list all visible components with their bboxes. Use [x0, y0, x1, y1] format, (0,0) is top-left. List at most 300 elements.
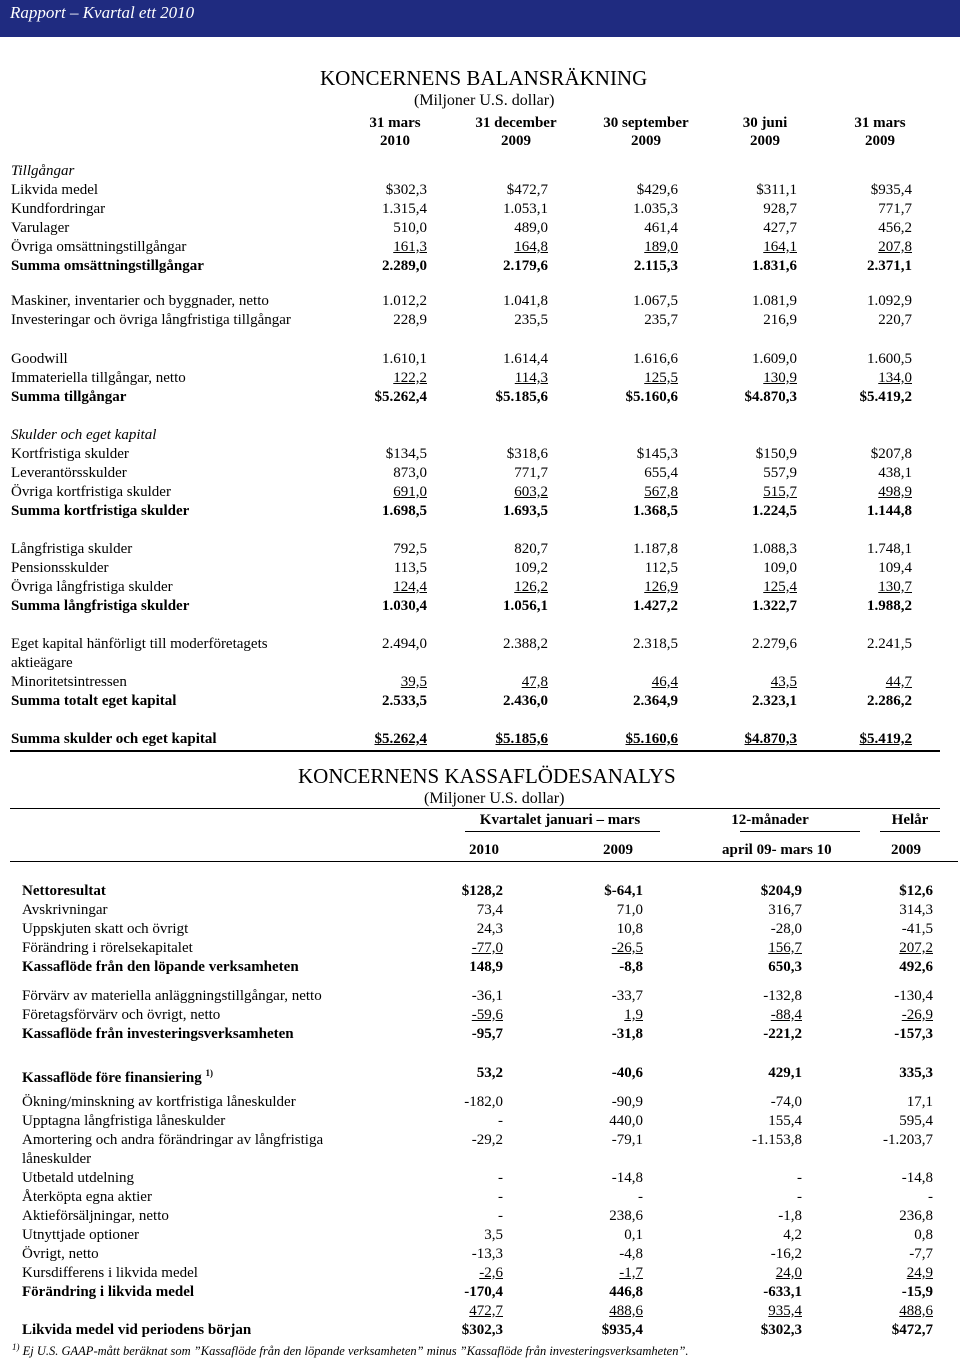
report-title: Rapport – Kvartal ett 2010: [10, 3, 195, 22]
cashflow-cell: -31,8: [611, 1026, 643, 1042]
cashflow-cell: -15,9: [901, 1284, 933, 1300]
cashflow-cell: -1,7: [619, 1265, 643, 1281]
cashflow-row-label: Ökning/minskning av kortfristiga låneskulder: [22, 1094, 296, 1110]
balance-cell: 207,8: [878, 239, 912, 255]
balance-row-label: Övriga omsättningstillgångar: [11, 239, 187, 255]
cashflow-cell: -4,8: [619, 1246, 643, 1262]
cashflow-cell: -28,0: [770, 921, 802, 937]
cashflow-row-label: Uppskjuten skatt och övrigt: [22, 921, 189, 937]
balance-cell: 771,7: [878, 201, 912, 217]
balance-cell: 220,7: [878, 312, 912, 328]
report-header: [0, 0, 960, 37]
balance-cell: 164,8: [514, 239, 548, 255]
cashflow-row: [22, 1302, 942, 1321]
cashflow-row-label: Kassaflöde från investeringsverksamheten: [22, 1026, 294, 1042]
cashflow-cell: 446,8: [609, 1284, 643, 1300]
cashflow-cell: $204,9: [760, 883, 802, 899]
balance-row: [11, 219, 941, 238]
cashflow-row: [22, 882, 942, 901]
balance-cell: 771,7: [514, 465, 548, 481]
footnote-text: Ej U.S. GAAP-mått beräknat som ”Kassaflöde från den löpande verksamheten” minus ”Kassaflöde från investeringsverksamheten”.: [22, 1344, 689, 1359]
cashflow-row: [22, 1188, 942, 1207]
balance-cell: 1.748,1: [867, 541, 912, 557]
cashflow-row: [22, 1006, 942, 1025]
balance-row: [11, 673, 941, 692]
cashflow-cell: -157,3: [894, 1026, 933, 1042]
cashflow-cell: -221,2: [763, 1026, 802, 1042]
balance-row: [11, 238, 941, 257]
cashflow-cell: 595,4: [899, 1113, 933, 1129]
balance-cell: $429,6: [636, 182, 678, 198]
cashflow-row-label: Utnyttjade optioner: [22, 1227, 140, 1243]
cashflow-cell: -: [928, 1189, 933, 1205]
balance-cell: 2.115,3: [633, 258, 678, 274]
cashflow-cell: -170,4: [464, 1284, 503, 1300]
balance-row: [11, 559, 941, 578]
balance-cell: 189,0: [644, 239, 678, 255]
balance-cell: $5.262,4: [374, 389, 427, 405]
cashflow-unit: (Miljoner U.S. dollar): [424, 790, 565, 807]
balance-row: [11, 635, 941, 671]
balance-row-label: Tillgångar: [11, 163, 75, 179]
cashflow-cell: -90,9: [611, 1094, 643, 1110]
cashflow-cell: $472,7: [891, 1322, 933, 1338]
balance-col-header-line1: 31 december: [475, 115, 557, 131]
cashflow-row-footnote-marker: 1): [205, 1068, 213, 1078]
cashflow-cell: $-64,1: [604, 883, 643, 899]
balance-cell: 2.241,5: [867, 636, 912, 652]
balance-cell: 2.494,0: [382, 636, 427, 652]
cashflow-row-label: Avskrivningar: [22, 902, 108, 918]
cashflow-cell: 53,2: [476, 1065, 503, 1081]
cashflow-cell: -8,8: [619, 959, 643, 975]
balance-row-label: Summa tillgångar: [11, 389, 127, 405]
cashflow-rule-12m: [740, 831, 860, 832]
balance-cell: 1.053,1: [503, 201, 548, 217]
balance-cell: 2.388,2: [503, 636, 548, 652]
cashflow-cell: 10,8: [616, 921, 643, 937]
balance-cell: 43,5: [770, 674, 797, 690]
balance-row: [11, 464, 941, 483]
balance-cell: 235,7: [644, 312, 678, 328]
cashflow-cell: 492,6: [899, 959, 933, 975]
balance-cell: 2.371,1: [867, 258, 912, 274]
cashflow-row-label: Förändring i likvida medel: [22, 1284, 195, 1300]
cashflow-cell: 4,2: [783, 1227, 802, 1243]
balance-cell: 126,9: [644, 579, 678, 595]
balance-cell: 557,9: [763, 465, 797, 481]
cashflow-row: [22, 958, 942, 977]
cashflow-cell: 335,3: [899, 1065, 933, 1081]
cashflow-cell: 650,3: [768, 959, 802, 975]
cashflow-col-header: 2010: [469, 842, 499, 858]
balance-col-header-line2: 2009: [750, 133, 780, 149]
balance-cell: 161,3: [393, 239, 427, 255]
cashflow-row-label: Aktieförsäljningar, netto: [22, 1208, 169, 1224]
cashflow-cell: -41,5: [901, 921, 933, 937]
balance-cell: 2.323,1: [752, 693, 797, 709]
balance-row: [11, 292, 941, 311]
balance-cell: 47,8: [521, 674, 548, 690]
balance-cell: 109,4: [878, 560, 912, 576]
balance-cell: $134,5: [385, 446, 427, 462]
balance-cell: 113,5: [393, 560, 427, 576]
balance-row-label: Investeringar och övriga långfristiga tillgångar: [11, 312, 291, 328]
balance-cell: 427,7: [763, 220, 797, 236]
balance-row-label: Kundfordringar: [11, 201, 106, 217]
balance-cell: 216,9: [763, 312, 797, 328]
balance-cell: 124,4: [393, 579, 427, 595]
cashflow-row: [22, 1264, 942, 1283]
balance-cell: 109,2: [514, 560, 548, 576]
balance-cell: 1.600,5: [867, 351, 912, 367]
balance-cell: 114,3: [514, 370, 548, 386]
balance-cell: $302,3: [385, 182, 427, 198]
cashflow-cell: 156,7: [768, 940, 802, 956]
balance-cell: 873,0: [393, 465, 427, 481]
balance-cell: 125,4: [763, 579, 797, 595]
balance-cell: 1.067,5: [633, 293, 678, 309]
balance-cell: 2.436,0: [503, 693, 548, 709]
balance-cell: 1.614,4: [503, 351, 548, 367]
cashflow-cell: 429,1: [768, 1065, 802, 1081]
balance-cell: 567,8: [644, 484, 678, 500]
balance-cell: 1.030,4: [382, 598, 427, 614]
cashflow-cell: 148,9: [469, 959, 503, 975]
cashflow-cell: 488,6: [609, 1303, 643, 1319]
cashflow-rule-quarter: [465, 831, 660, 832]
balance-cell: $318,6: [506, 446, 548, 462]
balance-row: [11, 578, 941, 597]
cashflow-cell: 24,3: [476, 921, 503, 937]
cashflow-cell: -95,7: [471, 1026, 503, 1042]
balance-cell: 1.012,2: [382, 293, 427, 309]
cashflow-cell: -26,5: [611, 940, 643, 956]
cashflow-cell: 0,1: [624, 1227, 643, 1243]
cashflow-row: [22, 1207, 942, 1226]
cashflow-row: [22, 987, 942, 1006]
balance-cell: 1.187,8: [633, 541, 678, 557]
balance-cell: 125,5: [644, 370, 678, 386]
cashflow-cell: -77,0: [471, 940, 503, 956]
cashflow-cell: -: [797, 1170, 802, 1186]
cashflow-row-label: Likvida medel vid periodens början: [22, 1322, 252, 1338]
cashflow-cell: -: [797, 1189, 802, 1205]
balance-cell: 438,1: [878, 465, 912, 481]
cashflow-row-label: Kassaflöde före finansiering $^{1)}$: [22, 1068, 213, 1086]
balance-row: [11, 426, 941, 445]
cashflow-cell: -13,3: [471, 1246, 503, 1262]
balance-cell: 46,4: [651, 674, 678, 690]
section-divider: [10, 750, 940, 752]
cashflow-cell: 316,7: [768, 902, 802, 918]
balance-row: [11, 483, 941, 502]
cashflow-col-header: 2009: [891, 842, 921, 858]
cashflow-cell: -: [498, 1189, 503, 1205]
balance-cell: 461,4: [644, 220, 678, 236]
cashflow-cell: 236,8: [899, 1208, 933, 1224]
balance-row-label: Skulder och eget kapital: [11, 427, 157, 443]
balance-col-header-line1: 31 mars: [369, 115, 421, 131]
cashflow-cell: 488,6: [899, 1303, 933, 1319]
balance-unit: (Miljoner U.S. dollar): [414, 92, 555, 109]
cashflow-row-label: Amortering och andra förändringar av långfristiga låneskulder: [22, 1132, 324, 1167]
cashflow-cell: 314,3: [899, 902, 933, 918]
cashflow-row: [22, 1093, 942, 1112]
balance-row-label: Övriga kortfristiga skulder: [11, 484, 171, 500]
balance-cell: 655,4: [644, 465, 678, 481]
balance-col-header-line2: 2009: [631, 133, 661, 149]
cashflow-row-label: Utbetald utdelning: [22, 1170, 135, 1186]
balance-cell: 1.988,2: [867, 598, 912, 614]
cashflow-cell: -26,9: [901, 1007, 933, 1023]
cashflow-cell: -36,1: [471, 988, 503, 1004]
cashflow-group-full-year: Helår: [891, 812, 929, 828]
balance-cell: 1.315,4: [382, 201, 427, 217]
balance-cell: $472,7: [506, 182, 548, 198]
cashflow-cell: 1,9: [624, 1007, 643, 1023]
balance-cell: 44,7: [885, 674, 912, 690]
balance-cell: $5.419,2: [859, 389, 912, 405]
balance-cell: $150,9: [755, 446, 797, 462]
balance-row: [11, 257, 941, 276]
cashflow-cell: 24,0: [775, 1265, 802, 1281]
balance-cell: $4.870,3: [744, 731, 797, 747]
balance-row: [11, 730, 941, 749]
cashflow-cell: -182,0: [464, 1094, 503, 1110]
balance-row-label: Immateriella tillgångar, netto: [11, 370, 186, 386]
cashflow-cell: -7,7: [909, 1246, 933, 1262]
balance-cell: 2.289,0: [382, 258, 427, 274]
balance-row-label: Pensionsskulder: [11, 560, 109, 576]
cashflow-rule-full-year: [880, 831, 940, 832]
cashflow-cell: 3,5: [484, 1227, 503, 1243]
balance-cell: 2.279,6: [752, 636, 797, 652]
balance-cell: $207,8: [870, 446, 912, 462]
balance-cell: 1.144,8: [867, 503, 912, 519]
cashflow-row-label: Kassaflöde från den löpande verksamheten: [22, 959, 299, 975]
cashflow-cell: -1,8: [778, 1208, 802, 1224]
cashflow-cell: -: [638, 1189, 643, 1205]
balance-cell: 1.088,3: [752, 541, 797, 557]
balance-cell: 456,2: [878, 220, 912, 236]
cashflow-group-quarter: Kvartalet januari – mars: [479, 812, 641, 828]
cashflow-cell: -: [498, 1113, 503, 1129]
balance-cell: $311,1: [756, 182, 797, 198]
balance-cell: $4.870,3: [744, 389, 797, 405]
balance-row-label: Summa kortfristiga skulder: [11, 503, 190, 519]
cashflow-cell: 935,4: [768, 1303, 802, 1319]
cashflow-cell: 17,1: [906, 1094, 933, 1110]
cashflow-row-label: Nettoresultat: [22, 883, 106, 899]
cashflow-cell: -2,6: [479, 1265, 503, 1281]
balance-row: [11, 502, 941, 521]
balance-row-label: Summa långfristiga skulder: [11, 598, 190, 614]
cashflow-col-header: 2009: [603, 842, 633, 858]
cashflow-cell: -59,6: [471, 1007, 503, 1023]
cashflow-cell: -130,4: [894, 988, 933, 1004]
balance-cell: $5.262,4: [374, 731, 427, 747]
balance-cell: 603,2: [514, 484, 548, 500]
balance-cell: 1.831,6: [752, 258, 797, 274]
balance-cell: 1.610,1: [382, 351, 427, 367]
cashflow-col-header: april 09- mars 10: [722, 842, 832, 858]
cashflow-cell: $128,2: [461, 883, 503, 899]
cashflow-row: [22, 1226, 942, 1245]
footnote-marker: 1): [12, 1342, 20, 1352]
balance-cell: 112,5: [644, 560, 678, 576]
balance-row: [11, 692, 941, 711]
balance-row-label: Kortfristiga skulder: [11, 446, 129, 462]
balance-cell: $5.160,6: [625, 731, 678, 747]
balance-cell: 228,9: [393, 312, 427, 328]
cashflow-cell: -14,8: [611, 1170, 643, 1186]
balance-cell: 1.092,9: [867, 293, 912, 309]
cashflow-row-label: Förvärv av materiella anläggningstillgångar, netto: [22, 988, 322, 1004]
cashflow-cell: $302,3: [461, 1322, 503, 1338]
cashflow-row: [22, 1025, 942, 1044]
balance-row-label: Summa omsättningstillgångar: [11, 258, 204, 274]
balance-cell: 1.041,8: [503, 293, 548, 309]
balance-row: [11, 200, 941, 219]
cashflow-row: [22, 1112, 942, 1131]
cashflow-cell: 207,2: [899, 940, 933, 956]
balance-row: [11, 350, 941, 369]
cashflow-cell: -132,8: [763, 988, 802, 1004]
cashflow-cell: -88,4: [770, 1007, 802, 1023]
cashflow-cell: -633,1: [763, 1284, 802, 1300]
balance-cell: 1.616,6: [633, 351, 678, 367]
balance-cell: 1.322,7: [752, 598, 797, 614]
cashflow-cell: 24,9: [906, 1265, 933, 1281]
cashflow-row: [22, 920, 942, 939]
cashflow-cell: -40,6: [611, 1065, 643, 1081]
balance-cell: 1.056,1: [503, 598, 548, 614]
balance-row-label: Likvida medel: [11, 182, 99, 198]
cashflow-group-12m: 12-månader: [731, 812, 809, 828]
cashflow-cell: 155,4: [768, 1113, 802, 1129]
balance-row-label: Varulager: [11, 220, 70, 236]
balance-cell: 1.224,5: [752, 503, 797, 519]
balance-row-label: Långfristiga skulder: [11, 541, 133, 557]
cashflow-cell: -1.203,7: [883, 1132, 933, 1148]
cashflow-cell: -: [498, 1208, 503, 1224]
cashflow-cell: 71,0: [616, 902, 643, 918]
cashflow-row-label: Återköpta egna aktier: [22, 1189, 152, 1205]
balance-cell: $935,4: [870, 182, 912, 198]
balance-row-label: Summa skulder och eget kapital: [11, 731, 217, 747]
cashflow-row: [22, 1064, 942, 1086]
balance-cell: $5.419,2: [859, 731, 912, 747]
cashflow-cell: -: [498, 1170, 503, 1186]
cashflow-cell: -74,0: [770, 1094, 802, 1110]
balance-row: [11, 162, 941, 181]
cashflow-row-label: Upptagna långfristiga låneskulder: [22, 1113, 226, 1129]
cashflow-row: [22, 939, 942, 958]
cashflow-row: [22, 1169, 942, 1188]
cashflow-cell: 0,8: [914, 1227, 933, 1243]
balance-cell: 510,0: [393, 220, 427, 236]
balance-cell: 1.609,0: [752, 351, 797, 367]
balance-cell: 2.286,2: [867, 693, 912, 709]
balance-cell: 498,9: [878, 484, 912, 500]
cashflow-row-label: Övrigt, netto: [22, 1246, 99, 1262]
balance-cell: $5.185,6: [495, 731, 548, 747]
balance-cell: 820,7: [514, 541, 548, 557]
balance-row-label: Summa totalt eget kapital: [11, 693, 177, 709]
balance-row-label: Goodwill: [11, 351, 68, 367]
balance-row-label: Eget kapital hänförligt till moderföretagets aktieägare: [11, 636, 268, 671]
balance-row: [11, 369, 941, 388]
cashflow-cell: $935,4: [601, 1322, 643, 1338]
balance-cell: 691,0: [393, 484, 427, 500]
cashflow-cell: -14,8: [901, 1170, 933, 1186]
balance-col-header-line1: 31 mars: [854, 115, 906, 131]
balance-row: [11, 388, 941, 407]
balance-row-label: Leverantörsskulder: [11, 465, 127, 481]
cashflow-cell: -29,2: [471, 1132, 503, 1148]
balance-cell: 2.533,5: [382, 693, 427, 709]
cashflow-row: [22, 1321, 942, 1340]
balance-cell: 1.427,2: [633, 598, 678, 614]
cashflow-row-label: Företagsförvärv och övrigt, netto: [22, 1007, 221, 1023]
balance-col-header-line2: 2009: [501, 133, 531, 149]
balance-cell: 515,7: [763, 484, 797, 500]
balance-col-header-line1: 30 september: [603, 115, 689, 131]
balance-row-label: Övriga långfristiga skulder: [11, 579, 173, 595]
balance-row-label: Minoritetsintressen: [11, 674, 127, 690]
balance-row-label: Maskiner, inventarier och byggnader, netto: [11, 293, 269, 309]
balance-cell: 134,0: [878, 370, 912, 386]
balance-cell: 928,7: [763, 201, 797, 217]
balance-col-header-line1: 30 juni: [742, 115, 788, 131]
cashflow-rule-header: [10, 861, 958, 862]
balance-row: [11, 181, 941, 200]
cashflow-row-label: Kursdifferens i likvida medel: [22, 1265, 198, 1281]
balance-cell: 2.318,5: [633, 636, 678, 652]
balance-cell: 1.693,5: [503, 503, 548, 519]
cashflow-rule-top: [10, 808, 940, 809]
balance-cell: 1.368,5: [633, 503, 678, 519]
balance-cell: 126,2: [514, 579, 548, 595]
cashflow-row: [22, 901, 942, 920]
balance-cell: 39,5: [400, 674, 427, 690]
balance-cell: 109,0: [763, 560, 797, 576]
balance-cell: $145,3: [636, 446, 678, 462]
cashflow-cell: -79,1: [611, 1132, 643, 1148]
cashflow-row: [22, 1131, 942, 1167]
cashflow-cell: 472,7: [469, 1303, 503, 1319]
balance-cell: $5.185,6: [495, 389, 548, 405]
balance-cell: 1.035,3: [633, 201, 678, 217]
balance-title: KONCERNENS BALANSRÄKNING: [320, 66, 648, 90]
balance-cell: 130,9: [763, 370, 797, 386]
balance-cell: 489,0: [514, 220, 548, 236]
balance-cell: 1.081,9: [752, 293, 797, 309]
cashflow-cell: $12,6: [899, 883, 933, 899]
cashflow-row: [22, 1245, 942, 1264]
balance-col-header-line2: 2010: [380, 133, 410, 149]
balance-cell: 1.698,5: [382, 503, 427, 519]
balance-row: [11, 445, 941, 464]
cashflow-row-label: Förändring i rörelsekapitalet: [22, 940, 193, 956]
balance-row: [11, 540, 941, 559]
cashflow-cell: -1.153,8: [752, 1132, 802, 1148]
cashflow-cell: -33,7: [611, 988, 643, 1004]
balance-row: [11, 597, 941, 616]
balance-col-header-line2: 2009: [865, 133, 895, 149]
balance-cell: $5.160,6: [625, 389, 678, 405]
